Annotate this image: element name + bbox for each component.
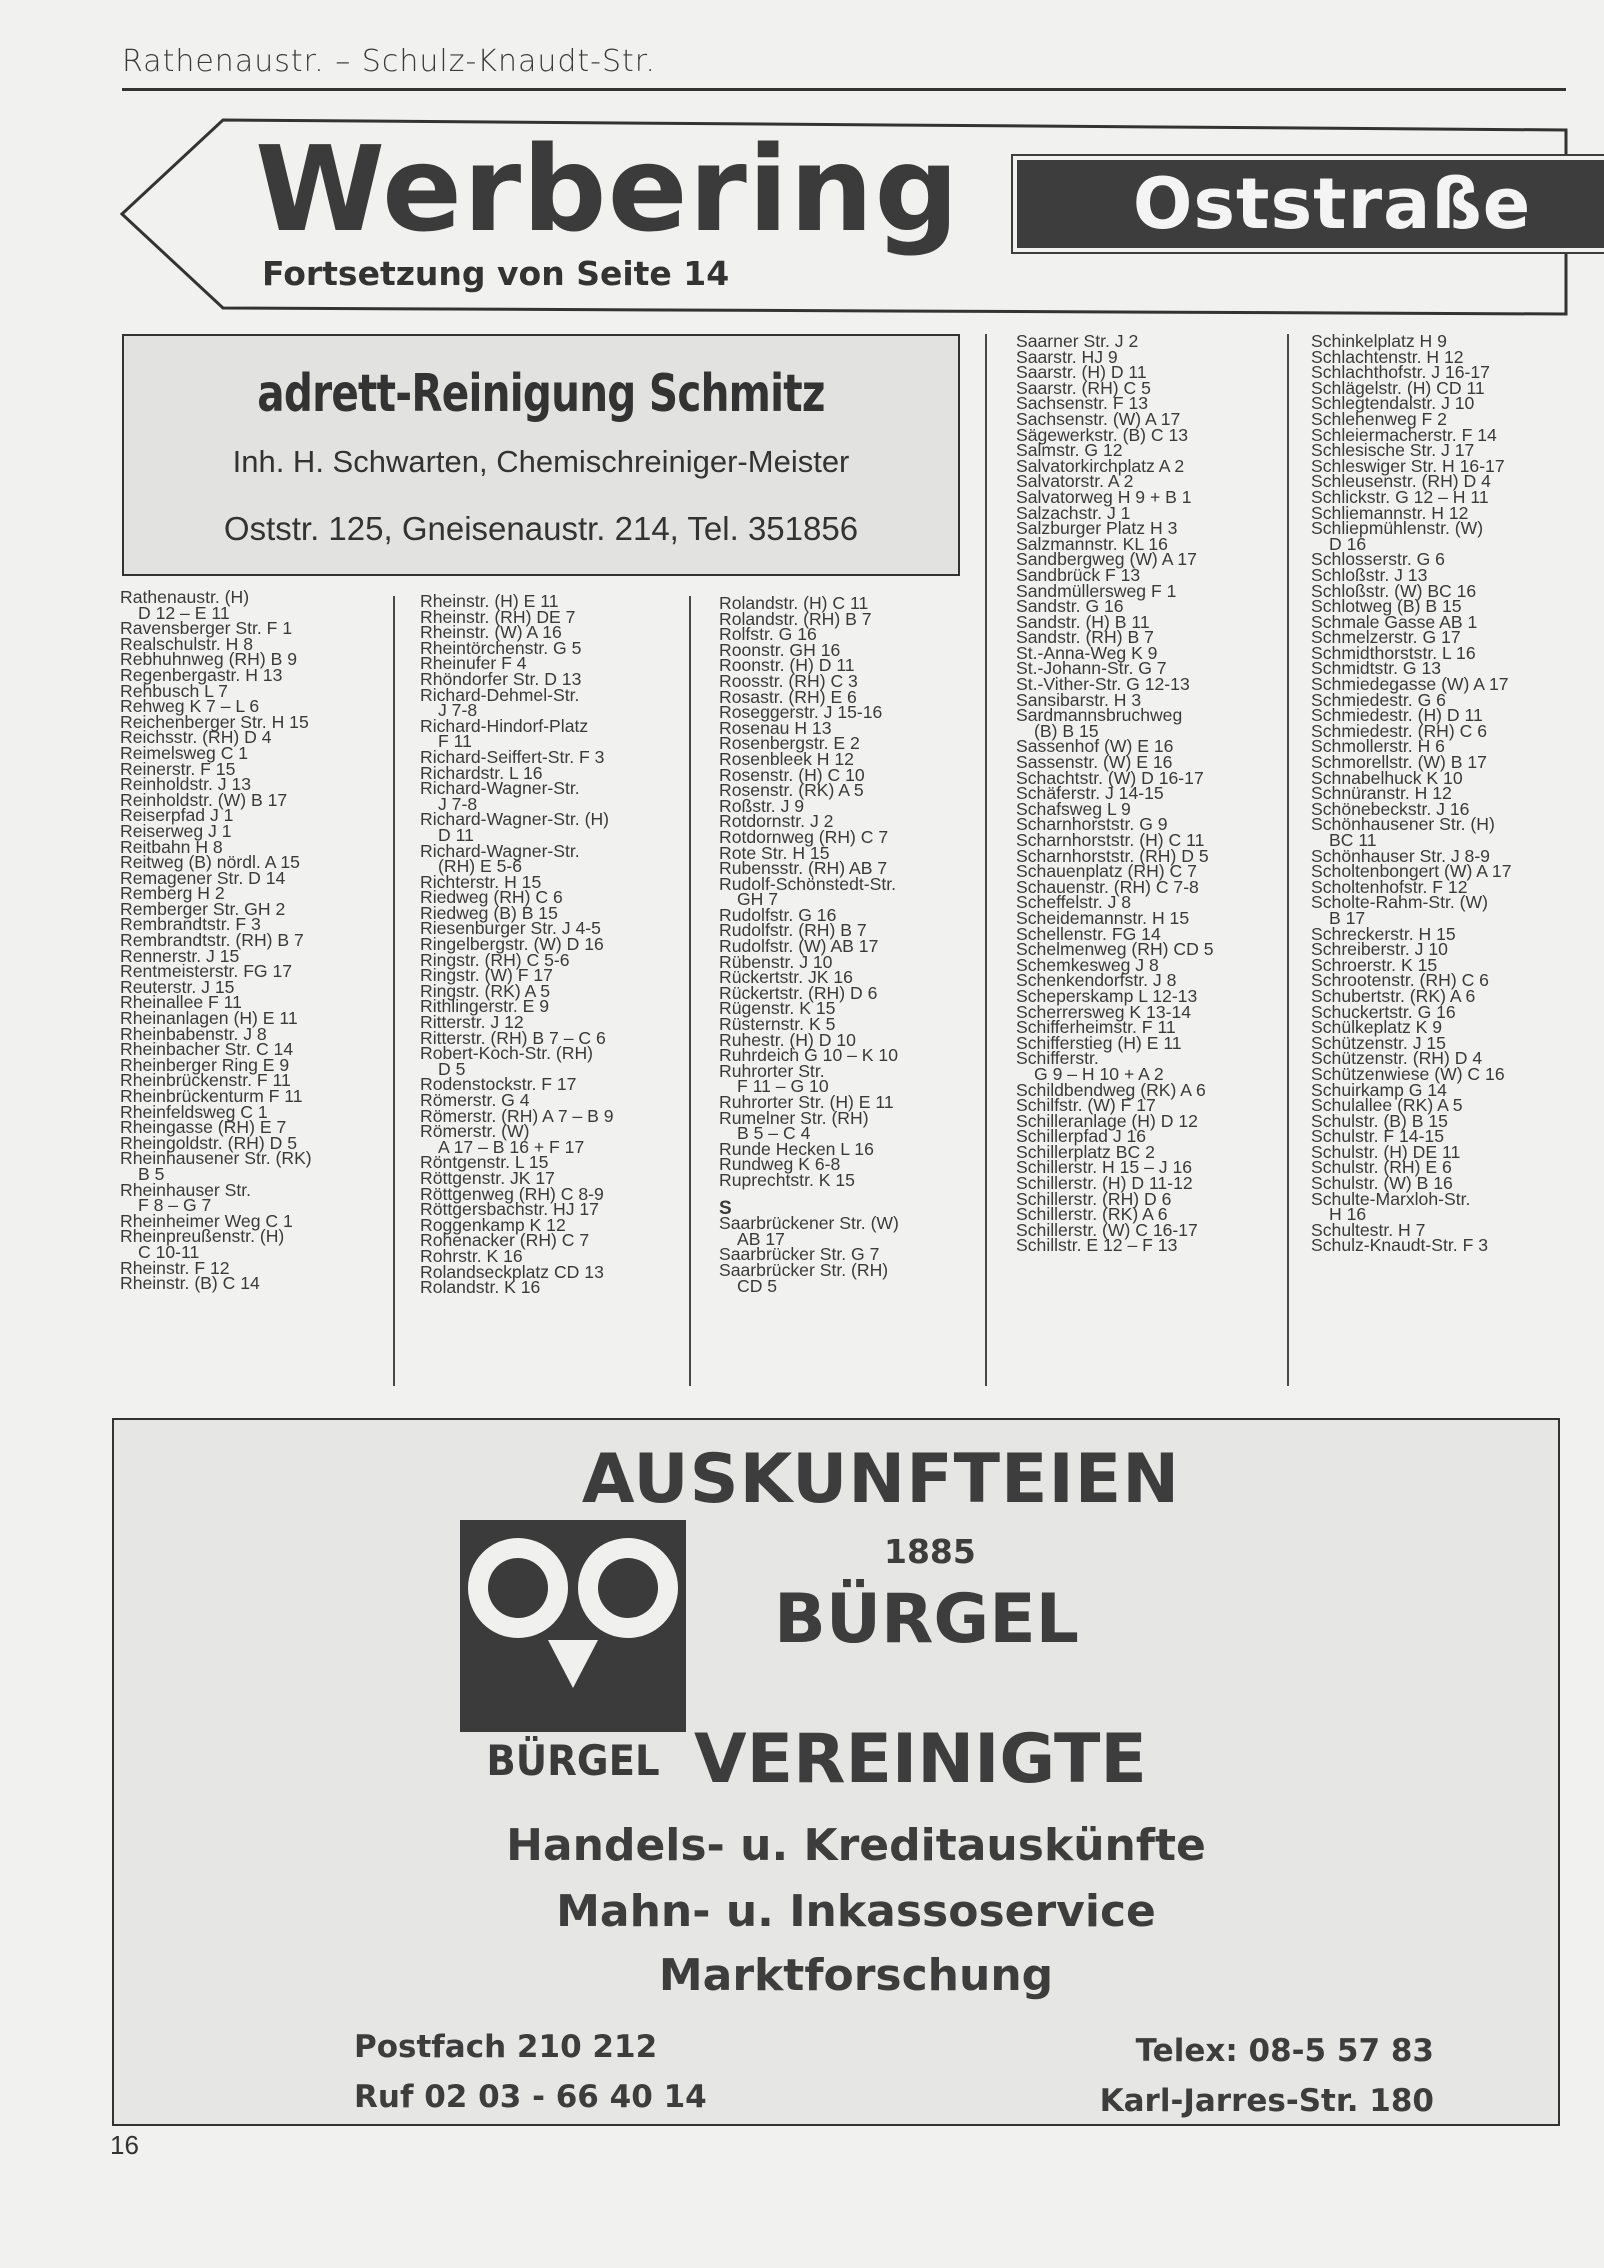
street-entry: Rheinanlagen (H) E 11 [120,1008,298,1029]
ad-address: Karl-Jarres-Str. 180 [1099,2083,1434,2119]
street-entry: Schilfstr. (W) F 17 [1016,1095,1156,1116]
street-entry: Roonstr. GH 16 [719,639,841,660]
street-entry: Salmstr. G 12 [1016,440,1123,461]
street-entry: Römerstr. (RH) A 7 – B 9 [420,1105,614,1126]
street-entry: Schlägelstr. (H) CD 11 [1311,377,1485,398]
street-entry: Schleusenstr. (RH) D 4 [1311,471,1491,492]
street-entry: Salzmannstr. KL 16 [1016,533,1168,554]
column-rule [985,334,987,1386]
street-entry: Saarstr. (H) D 11 [1016,362,1147,383]
street-entry: Rotdornweg (RH) C 7 [719,826,889,847]
street-entry: St.-Vither-Str. G 12-13 [1016,674,1190,695]
street-entry: Schreiberstr. J 10 [1311,939,1448,960]
street-entry: Schleswiger Str. H 16-17 [1311,455,1505,476]
street-entry: Rennerstr. J 15 [120,945,240,966]
street-entry: Sandstr. (RH) B 7 [1016,627,1154,648]
street-entry: Sandbergweg (W) A 17 [1016,549,1197,570]
street-entry: F 11 [438,731,472,752]
street-entry: BC 11 [1329,830,1377,850]
street-entry: Robert-Koch-Str. (RH) [420,1043,594,1064]
street-entry: Rheinhauser Str. [120,1179,252,1200]
ad-service: Handels- u. Kreditauskünfte [506,1820,1206,1871]
street-entry: Rosenau H 13 [719,717,832,738]
buergel-ad [112,1418,1560,2126]
street-entry: Rheinpreußenstr. (H) [120,1226,285,1247]
street-entry: Schachtstr. (W) D 16-17 [1016,767,1204,788]
adrett-address: Oststr. 125, Gneisenaustr. 214, Tel. 351856 [223,510,859,547]
street-entry: Sassenstr. (W) E 16 [1016,752,1173,773]
street-entry: Sassenhof (W) E 16 [1016,736,1174,757]
street-entry: Schifferheimstr. F 11 [1016,1017,1176,1038]
street-entry: Schildbendweg (RK) A 6 [1016,1079,1206,1100]
street-entry: C 10-11 [138,1241,200,1262]
ad-telex: Telex: 08-5 57 83 [1135,2033,1434,2069]
street-entry: Schönebeckstr. J 16 [1311,798,1470,819]
street-entry: Schulz-Knaudt-Str. F 3 [1311,1235,1488,1256]
street-entry: Schenkendorfstr. J 8 [1016,970,1177,991]
street-entry: Rohenacker (RH) C 7 [420,1230,590,1251]
street-entry: Rheinstr. (H) E 11 [420,591,559,611]
street-entry: Rudolfstr. (RH) B 7 [719,920,867,941]
street-entry: B 5 – C 4 [737,1123,811,1144]
street-entry: Rentmeisterstr. FG 17 [120,961,293,982]
street-entry: Reitbahn H 8 [120,836,223,857]
street-entry: Schloßstr. (W) BC 16 [1311,580,1477,601]
street-entry: Schäferstr. J 14-15 [1016,783,1164,804]
street-entry: Rheinallee F 11 [120,992,242,1013]
street-entry: Scheperskamp L 12-13 [1016,985,1198,1006]
street-entry: D 12 – E 11 [138,602,230,623]
street-entry: AB 17 [737,1228,785,1249]
street-entry: Rübenstr. J 10 [719,951,833,972]
street-entry: Ritterstr. J 12 [420,1012,524,1033]
street-entry: Rheinhausener Str. (RK) [120,1148,312,1169]
street-entry: Rosastr. (RH) E 6 [719,686,857,707]
street-entry: Rudolfstr. (W) AB 17 [719,936,879,957]
street-entry: Schifferstr. [1016,1048,1099,1069]
street-entry: Schifferstieg (H) E 11 [1016,1032,1182,1053]
street-entry: D 16 [1329,533,1367,554]
street-entry: Roosstr. (RH) C 3 [719,670,858,691]
logo-wordmark: BÜRGEL [486,1736,660,1785]
street-entry: Rheinstr. (RH) DE 7 [420,606,576,627]
page-number: 16 [110,2130,139,2160]
street-entry: Röttgersbachstr. HJ 17 [420,1199,599,1220]
street-entry: Rembrandtstr. (RH) B 7 [120,930,304,951]
street-entry: Schönhauser Str. J 8-9 [1311,845,1490,866]
column-rule [393,596,395,1386]
street-column-2 [420,591,614,1298]
street-entry: Schillerstr. H 15 – J 16 [1016,1157,1193,1178]
street-entry: Rohrstr. K 16 [420,1245,523,1266]
street-entry: Scheffelstr. J 8 [1016,892,1132,913]
banner-badge: Oststraße [1013,156,1604,252]
street-entry: Ritterstr. (RH) B 7 – C 6 [420,1027,606,1048]
street-entry: Schultestr. H 7 [1311,1219,1426,1240]
street-entry: Sandmüllersweg F 1 [1016,580,1177,601]
street-entry: Rithlingerstr. E 9 [420,996,550,1017]
ad-postfach: Postfach 210 212 [354,2029,658,2065]
owl-logo [460,1520,686,1732]
street-entry: F 8 – G 7 [138,1195,212,1216]
street-entry: Schilleranlage (H) D 12 [1016,1110,1198,1131]
street-entry: J 7-8 [438,700,478,721]
street-entry: Saarner Str. J 2 [1016,331,1139,351]
street-entry: Roonstr. (H) D 11 [719,655,855,676]
street-entry: Rodenstockstr. F 17 [420,1074,577,1095]
street-entry: Sandbrück F 13 [1016,564,1141,585]
street-entry: Schmiedestr. (H) D 11 [1311,705,1483,726]
street-entry: Rumelner Str. (RH) [719,1107,869,1128]
street-entry: Runde Hecken L 16 [719,1138,874,1159]
street-entry: Sandstr. (H) B 11 [1016,611,1150,632]
street-entry: Schmale Gasse AB 1 [1311,611,1478,632]
street-entry: Schellenstr. FG 14 [1016,923,1161,944]
street-entry: Schuckertstr. G 16 [1311,1001,1456,1022]
street-entry: Rüsternstr. K 5 [719,1014,836,1035]
street-entry: Roseggerstr. J 15-16 [719,702,883,723]
banner-title: Werbering [255,120,960,258]
street-entry: Schrootenstr. (RH) C 6 [1311,970,1489,991]
street-entry: Regenbergastr. H 13 [120,664,283,685]
street-entry: Roggenkamp K 12 [420,1214,566,1235]
street-entry: Ringstr. (RK) A 5 [420,980,551,1001]
street-entry: Reinholdstr. J 13 [120,774,252,795]
street-entry: Rosenbleek H 12 [719,748,854,769]
street-entry: Sardmannsbruchweg [1016,705,1183,726]
ad-contact-right [1014,2026,1434,2126]
street-entry: Remagener Str. D 14 [120,867,286,888]
street-column-1 [120,587,312,1294]
ad-contact-left [354,2022,707,2122]
street-entry: Rheinbabenstr. J 8 [120,1023,267,1044]
street-entry: Rudolfstr. G 16 [719,904,837,925]
street-entry: St.-Anna-Weg K 9 [1016,642,1158,663]
street-entry: Schmidthorststr. L 16 [1311,642,1476,663]
street-entry: Schliemannstr. H 12 [1311,502,1469,523]
street-column-4 [1016,331,1214,1256]
street-entry: Schillstr. E 12 – F 13 [1016,1235,1178,1256]
street-entry: Saarstr. (RH) C 5 [1016,377,1151,398]
street-entry: Ruhrdeich G 10 – K 10 [719,1045,898,1066]
street-entry: Rheingasse (RH) E 7 [120,1117,287,1138]
street-entry: Scholte-Rahm-Str. (W) [1311,892,1488,913]
street-entry: Reiserweg J 1 [120,820,232,841]
street-entry: Schlachthofstr. J 16-17 [1311,362,1490,383]
street-entry: Schülkeplatz K 9 [1311,1017,1443,1038]
street-entry: Riesenburger Str. J 4-5 [420,918,601,939]
street-entry: Schützenstr. (RH) D 4 [1311,1048,1483,1069]
street-entry: Remberg H 2 [120,883,225,904]
street-entry: Scheidemannstr. H 15 [1016,907,1190,928]
ad-service: Marktforschung [658,1950,1054,2001]
street-entry: Rathenaustr. (H) [120,587,250,607]
street-entry: Scholtenbongert (W) A 17 [1311,861,1512,882]
street-entry: Rosenstr. (RK) A 5 [719,780,864,801]
street-entry: Rheintörchenstr. G 5 [420,637,582,658]
ad-headline: AUSKUNFTEIEN [581,1440,1181,1519]
street-entry: D 11 [438,824,474,845]
street-entry: Salvatorkirchplatz A 2 [1016,455,1185,476]
street-entry: Scholtenhofstr. F 12 [1311,876,1468,897]
street-entry: Reichsstr. (RH) D 4 [120,727,272,748]
street-entry: Schützenwiese (W) C 16 [1311,1063,1505,1084]
street-entry: Rembrandtstr. F 3 [120,914,261,935]
street-entry: Rolfstr. G 16 [719,624,817,645]
street-entry: Schützenstr. J 15 [1311,1032,1446,1053]
street-entry: Schemkesweg J 8 [1016,954,1159,975]
street-entry: Rudolf-Schönstedt-Str. [719,873,897,894]
street-entry: Schnüranstr. H 12 [1311,783,1452,804]
street-entry: Saarbrückener Str. (W) [719,1213,899,1234]
street-entry: Römerstr. (W) [420,1121,530,1142]
street-entry: B 17 [1329,907,1366,928]
street-entry: Scharnhorststr. (H) C 11 [1016,830,1205,850]
running-header: Rathenaustr. – Schulz-Knaudt-Str. [122,44,656,79]
street-entry: Schlosserstr. G 6 [1311,549,1445,570]
street-entry: Rheinheimer Weg C 1 [120,1210,293,1231]
street-entry: Schulstr. F 14-15 [1311,1126,1444,1147]
street-entry: Rhöndorfer Str. D 13 [420,668,582,689]
street-entry: Schlotweg (B) B 15 [1311,596,1462,617]
street-entry: Rheinbrückenstr. F 11 [120,1070,291,1091]
street-entry: Schlickstr. G 12 – H 11 [1311,486,1489,507]
street-entry: Schnabelhuck K 10 [1311,767,1463,788]
street-entry: Schlachtenstr. H 12 [1311,346,1464,367]
banner-subtitle: Fortsetzung von Seite 14 [262,254,730,293]
street-entry: Scherrersweg K 13-14 [1016,1001,1192,1022]
street-entry: Röntgenstr. L 15 [420,1152,549,1173]
street-entry: Sachsenstr. (W) A 17 [1016,408,1181,429]
street-entry: Scharnhorststr. (RH) D 5 [1016,845,1209,866]
street-entry: Rosenbergstr. E 2 [719,733,860,754]
street-entry: Rolandstr. (RH) B 7 [719,608,872,629]
street-entry: Sansibarstr. H 3 [1016,689,1142,710]
street-entry: Rheingoldstr. (RH) D 5 [120,1132,297,1153]
street-entry: G 9 – H 10 + A 2 [1034,1063,1164,1084]
header-rule [122,88,1566,91]
street-entry: Rheinberger Ring E 9 [120,1054,290,1075]
street-entry: Schloßstr. J 13 [1311,564,1428,585]
adrett-ad [122,334,960,576]
adrett-name: adrett-Reinigung Schmitz [257,364,825,424]
street-column-3 [719,593,899,1296]
street-entry: Schmiedestr. G 6 [1311,689,1446,710]
street-entry: Rückertstr. (RH) D 6 [719,982,878,1003]
street-entry: Schillerpfad J 16 [1016,1126,1147,1147]
street-entry: Salvatorweg H 9 + B 1 [1016,486,1192,507]
street-entry: Ruhestr. (H) D 10 [719,1029,856,1050]
street-entry: Rheinstr. F 12 [120,1257,230,1278]
street-entry: Schleiermacherstr. F 14 [1311,424,1497,445]
street-entry: Reitweg (B) nördl. A 15 [120,852,300,873]
street-entry: Schillerstr. (RK) A 6 [1016,1204,1168,1225]
street-entry: Rundweg K 6-8 [719,1154,841,1175]
street-entry: Schulstr. (W) B 16 [1311,1173,1453,1194]
street-entry: Ruhrorter Str. (H) E 11 [719,1092,894,1112]
street-entry: Ruhrorter Str. [719,1060,825,1081]
street-entry: Richard-Seiffert-Str. F 3 [420,746,605,767]
street-entry: Schreckerstr. H 15 [1311,923,1456,944]
street-entry: Reinerstr. F 15 [120,758,236,779]
street-entry: GH 7 [737,889,779,910]
street-entry: Ravensberger Str. F 1 [120,618,293,639]
street-entry: Scharnhorststr. G 9 [1016,814,1168,835]
street-entry: Rehbusch L 7 [120,680,228,701]
street-entry: Sägewerkstr. (B) C 13 [1016,424,1189,445]
ad-company: BÜRGEL [774,1580,1080,1659]
street-entry: Reiserpfad J 1 [120,805,234,826]
street-entry: Reimelsweg C 1 [120,742,249,763]
street-entry: Saarbrücker Str. G 7 [719,1244,880,1265]
street-entry: Remberger Str. GH 2 [120,898,286,919]
street-entry: Rubensstr. (RH) AB 7 [719,858,888,879]
street-entry: Rehweg K 7 – L 6 [120,696,260,717]
street-entry: Schulte-Marxloh-Str. [1311,1188,1471,1209]
column-rule [1287,334,1289,1386]
street-entry: Schönhausener Str. (H) [1311,814,1495,835]
street-entry: Schmollerstr. H 6 [1311,736,1445,757]
street-column-5 [1311,331,1512,1256]
street-entry: J 7-8 [438,793,478,814]
ad-service: Mahn- u. Inkassoservice [556,1886,1156,1937]
street-entry: Schillerplatz BC 2 [1016,1141,1155,1162]
street-entry: Saarstr. HJ 9 [1016,346,1118,367]
street-entry: Rheinfeldsweg C 1 [120,1101,268,1122]
street-entry: Reichenberger Str. H 15 [120,711,309,732]
street-entry: D 5 [438,1058,466,1079]
street-entry: Rotdornstr. J 2 [719,811,834,832]
street-entry: Salzburger Platz H 3 [1016,518,1178,539]
street-entry: Reinholdstr. (W) B 17 [120,789,288,810]
street-entry: Schauenplatz (RH) C 7 [1016,861,1197,882]
street-entry: Schuirkamp G 14 [1311,1079,1447,1100]
street-entry: Schulstr. (RH) E 6 [1311,1157,1452,1178]
street-entry: Richard-Hindorf-Platz [420,715,589,736]
street-entry: Schulallee (RK) A 5 [1311,1095,1463,1116]
street-entry: Schmelzerstr. G 17 [1311,627,1461,648]
street-entry: Rheinstr. (B) C 14 [120,1273,260,1294]
street-entry: B 5 [138,1163,165,1184]
street-entry: Rügenstr. K 15 [719,998,836,1019]
street-entry: Sandstr. G 16 [1016,596,1124,617]
street-entry: Riedweg (B) B 15 [420,902,558,923]
street-entry: Röttgenweg (RH) C 8-9 [420,1183,604,1204]
street-entry: Rheinbrückenturm F 11 [120,1086,303,1106]
werbering-banner [120,118,1570,318]
street-entry: Rolandstr. K 16 [420,1277,541,1298]
street-entry: Schlesische Str. J 17 [1311,440,1475,461]
ad-year: 1885 [884,1532,976,1571]
street-entry: (RH) E 5-6 [438,856,523,877]
street-entry: Schmiedestr. (RH) C 6 [1311,720,1487,741]
street-entry: Schillerstr. (RH) D 6 [1016,1188,1172,1209]
street-entry: Riedweg (RH) C 6 [420,887,563,908]
street-entry: Richardstr. L 16 [420,762,543,783]
street-entry: Schinkelplatz H 9 [1311,331,1447,351]
street-entry: Schulstr. (B) B 15 [1311,1110,1448,1131]
street-entry: Ruprechtstr. K 15 [719,1169,855,1190]
street-entry: Schmiedegasse (W) A 17 [1311,674,1509,695]
street-entry: Rosenstr. (H) C 10 [719,764,865,785]
street-entry: Römerstr. G 4 [420,1090,530,1110]
street-entry: F 11 – G 10 [737,1076,829,1097]
street-entry: Rolandstr. (H) C 11 [719,593,869,613]
column-rule [689,596,691,1386]
street-entry: Salzachstr. J 1 [1016,502,1131,523]
street-entry: Reuterstr. J 15 [120,976,235,997]
street-entry: Richard-Wagner-Str. [420,840,580,861]
street-entry: Schillerstr. (W) C 16-17 [1016,1219,1198,1240]
street-entry: Ringelbergstr. (W) D 16 [420,934,604,955]
street-entry: Richard-Wagner-Str. [420,778,580,799]
street-entry: Salvatorstr. A 2 [1016,471,1134,492]
street-entry: Rote Str. H 15 [719,842,830,863]
street-entry: Saarbrücker Str. (RH) [719,1259,889,1280]
letter-heading: S [719,1197,732,1219]
adrett-owner: Inh. H. Schwarten, Chemischreiniger-Meister [232,444,850,479]
street-entry: St.-Johann-Str. G 7 [1016,658,1167,679]
street-entry: (B) B 15 [1034,720,1099,741]
street-entry: Rheinufer F 4 [420,653,527,674]
street-entry: Schulstr. (H) DE 11 [1311,1141,1461,1162]
street-entry: Schmorellstr. (W) B 17 [1311,752,1487,773]
street-entry: Schubertstr. (RK) A 6 [1311,985,1476,1006]
street-entry: Rheinstr. (W) A 16 [420,622,562,643]
street-entry: Realschulstr. H 8 [120,633,253,654]
street-entry: A 17 – B 16 + F 17 [438,1136,585,1157]
street-entry: Ringstr. (W) F 17 [420,965,553,986]
ad-phone: Ruf 02 03 - 66 40 14 [354,2079,707,2115]
street-entry: CD 5 [737,1275,778,1296]
street-entry: Ringstr. (RH) C 5-6 [420,949,570,970]
street-entry: Röttgenstr. JK 17 [420,1167,555,1188]
street-entry: Schauenstr. (RH) C 7-8 [1016,876,1199,897]
street-entry: Rückertstr. JK 16 [719,967,853,988]
street-entry: Schelmenweg (RH) CD 5 [1016,939,1214,960]
street-entry: Schafsweg L 9 [1016,798,1131,819]
street-entry: Schroerstr. K 15 [1311,954,1438,975]
street-entry: Sachsenstr. F 13 [1016,393,1149,414]
street-entry: Schlegtendalstr. J 10 [1311,393,1475,414]
street-entry: Roßstr. J 9 [719,795,805,816]
street-entry: Schillerstr. (H) D 11-12 [1016,1173,1193,1194]
street-entry: Schlehenweg F 2 [1311,408,1447,429]
street-entry: Rheinbacher Str. C 14 [120,1039,294,1060]
street-entry: Schmidtstr. G 13 [1311,658,1442,679]
street-entry: Schliepmühlenstr. (W) [1311,518,1484,539]
street-entry: Richard-Wagner-Str. (H) [420,809,610,830]
street-entry: Rebhuhnweg (RH) B 9 [120,649,298,670]
ad-company-suffix: VEREINIGTE [694,1720,1147,1799]
street-entry: Rolandseckplatz CD 13 [420,1261,604,1282]
street-entry: Richard-Dehmel-Str. [420,684,580,705]
street-entry: Richterstr. H 15 [420,871,542,892]
street-entry: H 16 [1329,1204,1367,1225]
owl-icon [460,1520,686,1732]
